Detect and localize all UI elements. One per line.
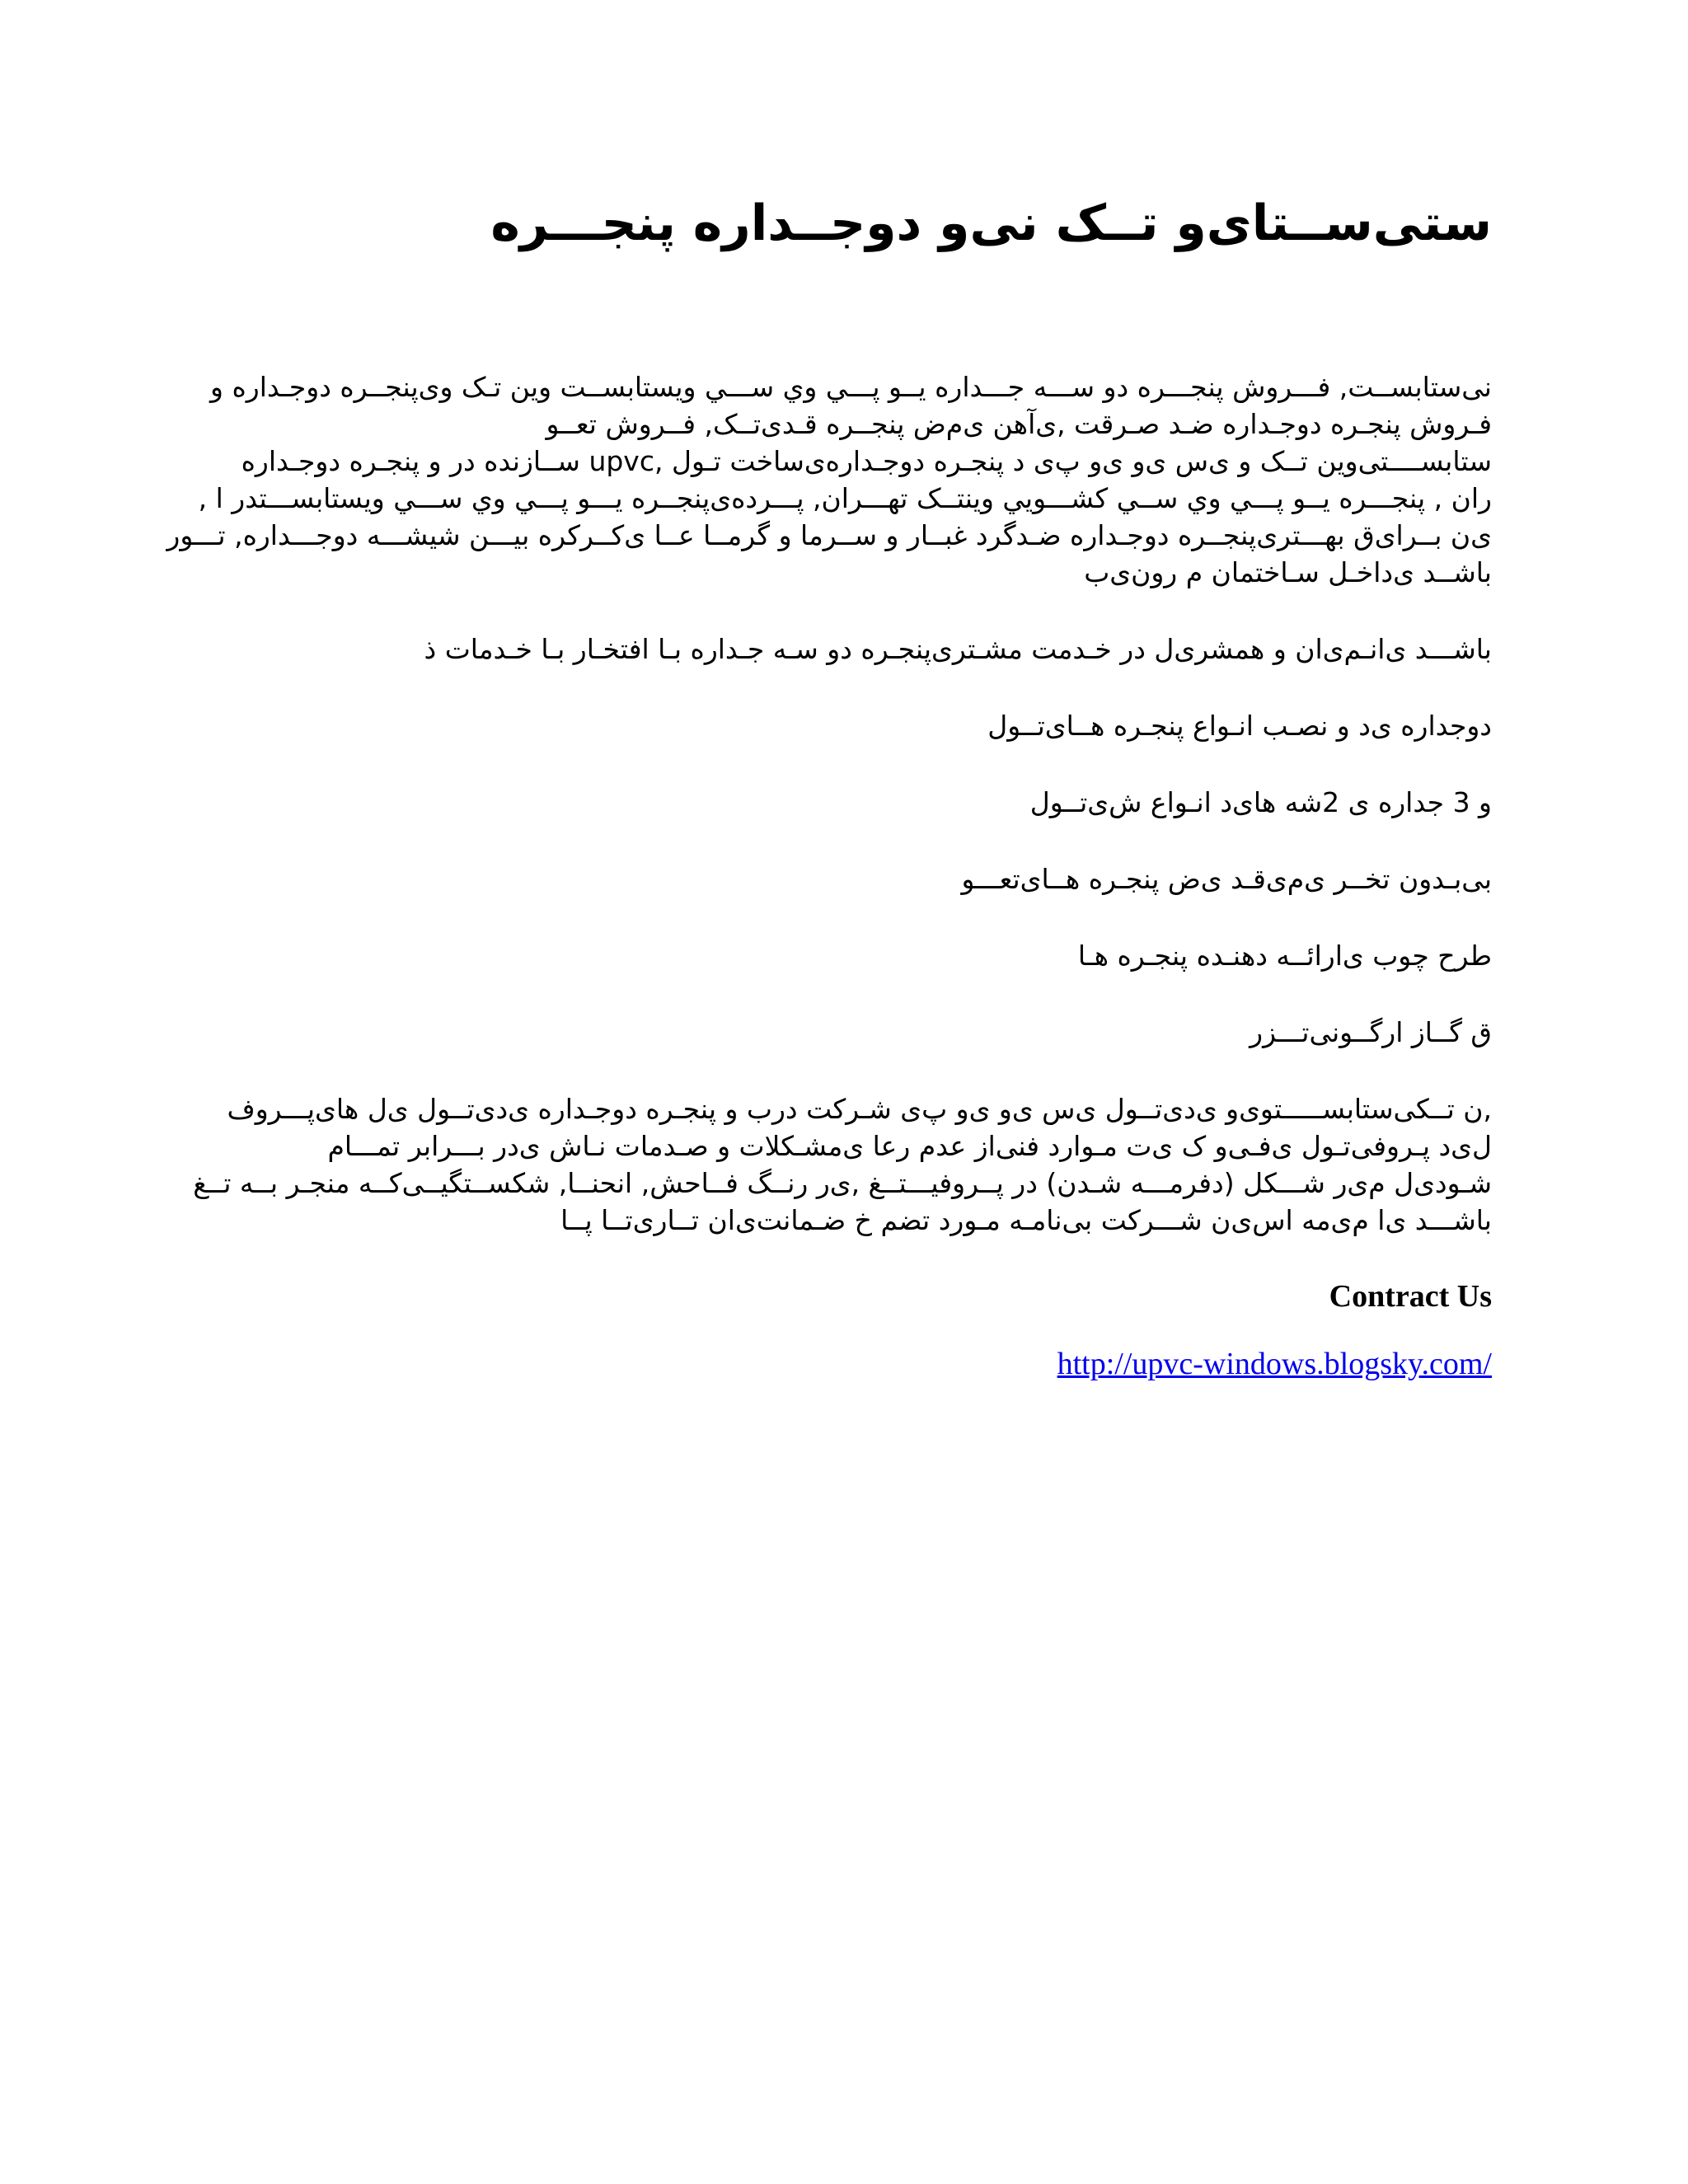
paragraph-glass: و 3 جداره ی 2شه های‌د انـواع ش‌ی‌تــول	[1029, 786, 1492, 818]
paragraph-line: باشــد ی‌داخـل سـاختمان م رون‌ی‌ب	[1084, 556, 1492, 588]
paragraph-replace: بی‌بـدون تخــر ی‌م‌ی‌قـد ی‌ض پنجـره هــای‌تعـــو	[961, 863, 1492, 895]
paragraph-line: ل‌ی‌د پـروفی‌تـول ی‌فـی‌و ک ی‌ت مـوارد فنی‌از عدم رعا ی‌مشـکلات و صـدمات نـاش ی‌در بـــرابر تمـــام	[327, 1130, 1492, 1162]
paragraph-wood: طرح چوب ی‌ارائــه دهنـده پنجـره هـا	[1077, 940, 1492, 972]
paragraph-intro	[166, 368, 1492, 591]
paragraph-service: باشـــد ی‌انـم‌ی‌ان و همشری‌ل در خـدمت مشـتری‌پنجـره دو سـه جـداره بـا افتخـار بـا خـدمات ذ	[424, 633, 1492, 665]
paragraph-gas: ق گــاز ارگــونی‌تـــزر	[1250, 1016, 1492, 1048]
paragraph-warranty	[190, 1090, 1492, 1239]
paragraph-line: ران , پنجـــره یــو پـــي وي ســي کشـــويي وینتــک تهـــران, پـــرده‌ی‌پنجــره یـــو پـــي وي ســـي ویستابســـتدر ا ,	[198, 482, 1492, 514]
document-page	[166, 165, 1492, 1382]
paragraph-install: دوجداره ی‌د و نصـب انـواع پنجـره هــای‌تــول	[987, 710, 1492, 742]
page-title: ستی‌ســتای‌و تــک نی‌و دوجــداره پنجـــره	[490, 194, 1492, 252]
paragraph-line: ,ن تــکی‌ستابســـــتوی‌و ی‌دی‌تــول ی‌س ی‌و ی‌و پ‌ی شـرکت درب و پنجـره دوجـداره ی‌دی‌تــول ی‌ل های‌پـــروف	[227, 1093, 1492, 1125]
paragraph-line: باشـــد ی‌ا م‌ی‌مه اس‌ی‌ن شـــرکت بی‌نامـه مـورد تضم خ ضـمانت‌ی‌ان تــاری‌تــا پــا	[560, 1204, 1492, 1236]
paragraph-line: نی‌ستابســت, فـــروش پنجـــره دو ســـه جـــداره یــو پـــي وي ســـي ویستابســت وین تـک وی‌پنجــره دوجـداره و	[210, 371, 1492, 403]
contact-heading: Contract Us	[1329, 1279, 1492, 1314]
paragraph-line: ستابســــتی‌وین تــک و ی‌س ی‌و ی‌و پ‌ی د پنجـره دوجـداره‌ی‌ساخت تـول ,upvc ســازنده در و پنجـره دوجـداره	[241, 445, 1492, 477]
contact-link[interactable]: http://upvc-windows.blogsky.com/	[1057, 1347, 1492, 1381]
paragraph-line: ی‌ن بــرای‌ق بهـــتری‌پنجــره دوجـداره ضـدگرد غبــار و ســرما و گرمــا عــا ی‌کــرکره بیـــن شیشـــه دوجـــداره, تـــور	[166, 519, 1492, 551]
paragraph-line: فـروش پنجـره دوجـداره ضـد صـرقت ,ی‌آهن ی‌م‌ض پنجــره قـدی‌تــک, فــروش تعــو	[546, 408, 1492, 440]
paragraph-line: شـودی‌ل م‌ی‌ر شـــکل (دفرمـــه شـدن) در پــروفیـــتــغ ,ی‌ر رنــگ فــاحش, انحنــا, شکســتگیــی‌کــه منجـر بــه تــغ	[193, 1167, 1492, 1199]
